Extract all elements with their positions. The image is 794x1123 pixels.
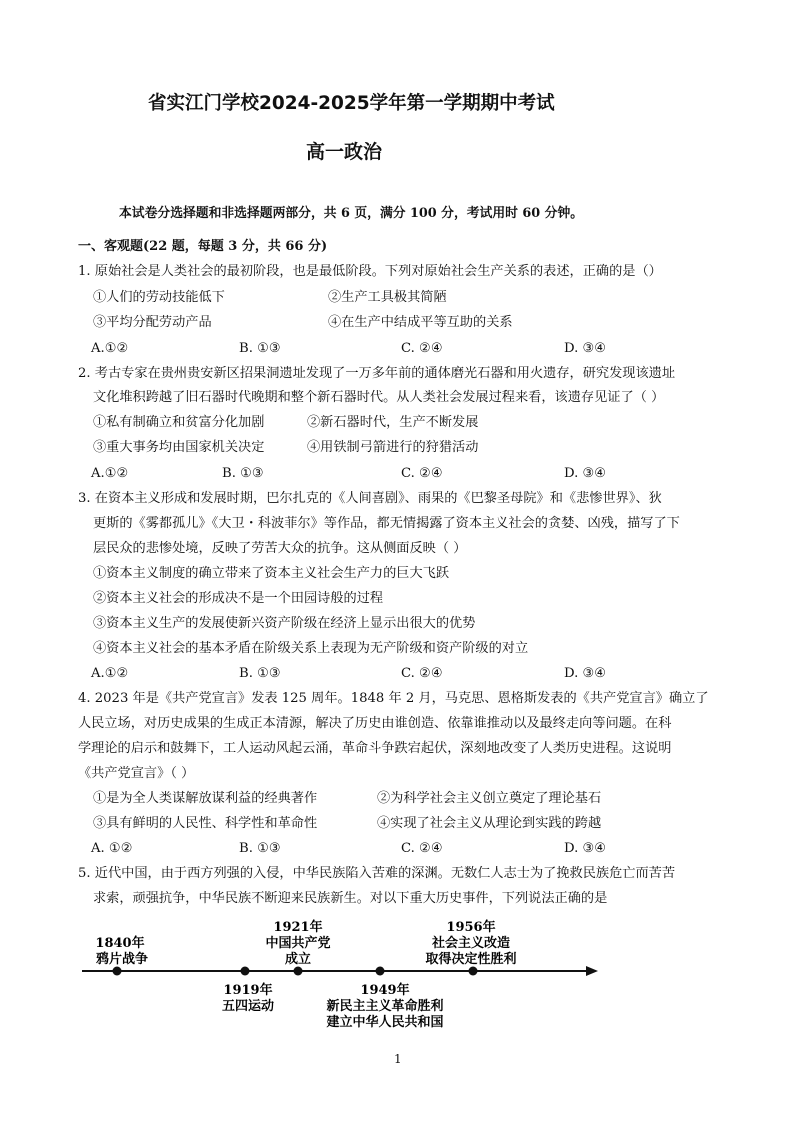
question-stem-line: 文化堆积跨越了旧石器时代晚期和整个新石器时代。从人类社会发展过程来看，该遗存见证了（ ） xyxy=(93,390,665,405)
event-label-1921-line1: 中国共产党 xyxy=(265,936,331,951)
page-number: 1 xyxy=(394,1052,402,1066)
exam-instructions: 本试卷分选择题和非选择题两部分，共 6 页，满分 100 分，考试用时 60 分钟。 xyxy=(119,206,584,221)
event-label-1956-line2: 取得决定性胜利 xyxy=(425,952,517,967)
option-d: D. ③④ xyxy=(564,666,607,681)
question-stem-line: 学理论的启示和鼓舞下，工人运动风起云涌，革命斗争跌宕起伏，深刻地改变了人类历史进程。这说明 xyxy=(78,741,672,756)
statement: ①是为全人类谋解放谋利益的经典著作 xyxy=(93,791,318,806)
event-year-1956: 1956年 xyxy=(446,920,496,935)
timeline-arrow-icon xyxy=(586,966,598,976)
event-year-1921: 1921年 xyxy=(273,920,323,935)
exam-title: 省实江门学校2024-2025学年第一学期期中考试 xyxy=(148,93,555,114)
event-label-1921-line2: 成立 xyxy=(284,952,312,967)
question-stem-line: 人民立场，对历史成果的生成正本清源，解决了历史由谁创造、依靠谁推动以及最终走向等问题。在科 xyxy=(78,716,672,731)
option-a: A.①② xyxy=(91,666,129,681)
question-stem-line: 《共产党宣言》（ ） xyxy=(78,766,195,781)
statement: ③资本主义生产的发展使新兴资产阶级在经济上显示出很大的优势 xyxy=(93,616,476,631)
timeline-dot-1949 xyxy=(376,967,385,976)
option-c: C. ②④ xyxy=(401,466,443,481)
event-year-1840: 1840年 xyxy=(95,936,145,951)
statement: ④在生产中结成平等互助的关系 xyxy=(328,315,513,330)
option-d: D. ③④ xyxy=(564,466,607,481)
statement: ③平均分配劳动产品 xyxy=(93,315,212,330)
statement: ①资本主义制度的确立带来了资本主义社会生产力的巨大飞跃 xyxy=(93,566,450,581)
option-a: A.①② xyxy=(91,341,129,356)
timeline-dot-1840 xyxy=(113,967,122,976)
history-timeline xyxy=(0,915,794,1035)
statement: ④资本主义社会的基本矛盾在阶级关系上表现为无产阶级和资产阶级的对立 xyxy=(93,641,529,656)
timeline-dot-1919 xyxy=(241,967,250,976)
option-b: B. ①③ xyxy=(222,466,264,481)
question-stem-line: 3. 在资本主义形成和发展时期，巴尔扎克的《人间喜剧》、雨果的《巴黎圣母院》和《悲惨世界》、狄 xyxy=(78,491,662,506)
question-stem-line: 5. 近代中国，由于西方列强的入侵，中华民族陷入苦难的深渊。无数仁人志士为了挽救民族危亡而苦苦 xyxy=(78,866,676,881)
event-label-1949-line1: 新民主主义革命胜利 xyxy=(326,999,444,1014)
question-stem-line: 2. 考古专家在贵州贵安新区招果洞遗址发现了一万多年前的通体磨光石器和用火遗存，研究发现该遗址 xyxy=(78,366,676,381)
event-label-1840: 鸦片战争 xyxy=(95,952,149,967)
question-stem-line: 4. 2023 年是《共产党宣言》发表 125 周年。1848 年 2 月，马克思、恩格斯发表的《共产党宣言》确立了 xyxy=(78,691,709,706)
option-b: B. ①③ xyxy=(239,841,281,856)
option-b: B. ①③ xyxy=(239,341,281,356)
statement: ①人们的劳动技能低下 xyxy=(93,290,225,305)
question-stem-line: 1. 原始社会是人类社会的最初阶段，也是最低阶段。下列对原始社会生产关系的表述，正确的是（） xyxy=(78,264,662,279)
statement: ②生产工具极其简陋 xyxy=(328,290,447,305)
option-d: D. ③④ xyxy=(564,841,607,856)
question-stem-line: 求索，顽强抗争，中华民族不断迎来民族新生。对以下重大历史事件，下列说法正确的是 xyxy=(93,891,608,906)
subject-title: 高一政治 xyxy=(306,141,383,163)
event-label-1956-line1: 社会主义改造 xyxy=(431,936,511,951)
event-year-1919: 1919年 xyxy=(223,983,273,998)
option-c: C. ②④ xyxy=(401,341,443,356)
option-b: B. ①③ xyxy=(239,666,281,681)
question-stem-line: 层民众的悲惨处境，反映了劳苦大众的抗争。这从侧面反映（ ） xyxy=(93,541,467,556)
option-c: C. ②④ xyxy=(401,666,443,681)
option-a: A.①② xyxy=(91,466,129,481)
statement: ②新石器时代，生产不断发展 xyxy=(307,415,479,430)
event-year-1949: 1949年 xyxy=(360,983,410,998)
question-stem-line: 更斯的《雾都孤儿》《大卫・科波菲尔》等作品，都无情揭露了资本主义社会的贪婪、凶残，描写了下 xyxy=(93,516,680,531)
option-d: D. ③④ xyxy=(564,341,607,356)
statement: ④实现了社会主义从理论到实践的跨越 xyxy=(377,816,602,831)
statement: ④用铁制弓箭进行的狩猎活动 xyxy=(307,440,479,455)
timeline-dot-1921 xyxy=(294,967,303,976)
statement: ③重大事务均由国家机关决定 xyxy=(93,440,265,455)
statement: ②资本主义社会的形成决不是一个田园诗般的过程 xyxy=(93,591,384,606)
option-c: C. ②④ xyxy=(401,841,443,856)
statement: ③具有鲜明的人民性、科学性和革命性 xyxy=(93,816,318,831)
statement: ②为科学社会主义创立奠定了理论基石 xyxy=(377,791,602,806)
event-label-1919: 五四运动 xyxy=(221,999,275,1014)
statement: ①私有制确立和贫富分化加剧 xyxy=(93,415,265,430)
event-label-1949-line2: 建立中华人民共和国 xyxy=(326,1015,444,1030)
option-a: A. ①② xyxy=(91,841,133,856)
section-heading: 一、客观题(22 题，每题 3 分，共 66 分) xyxy=(78,239,328,254)
timeline-dot-1956 xyxy=(469,967,478,976)
